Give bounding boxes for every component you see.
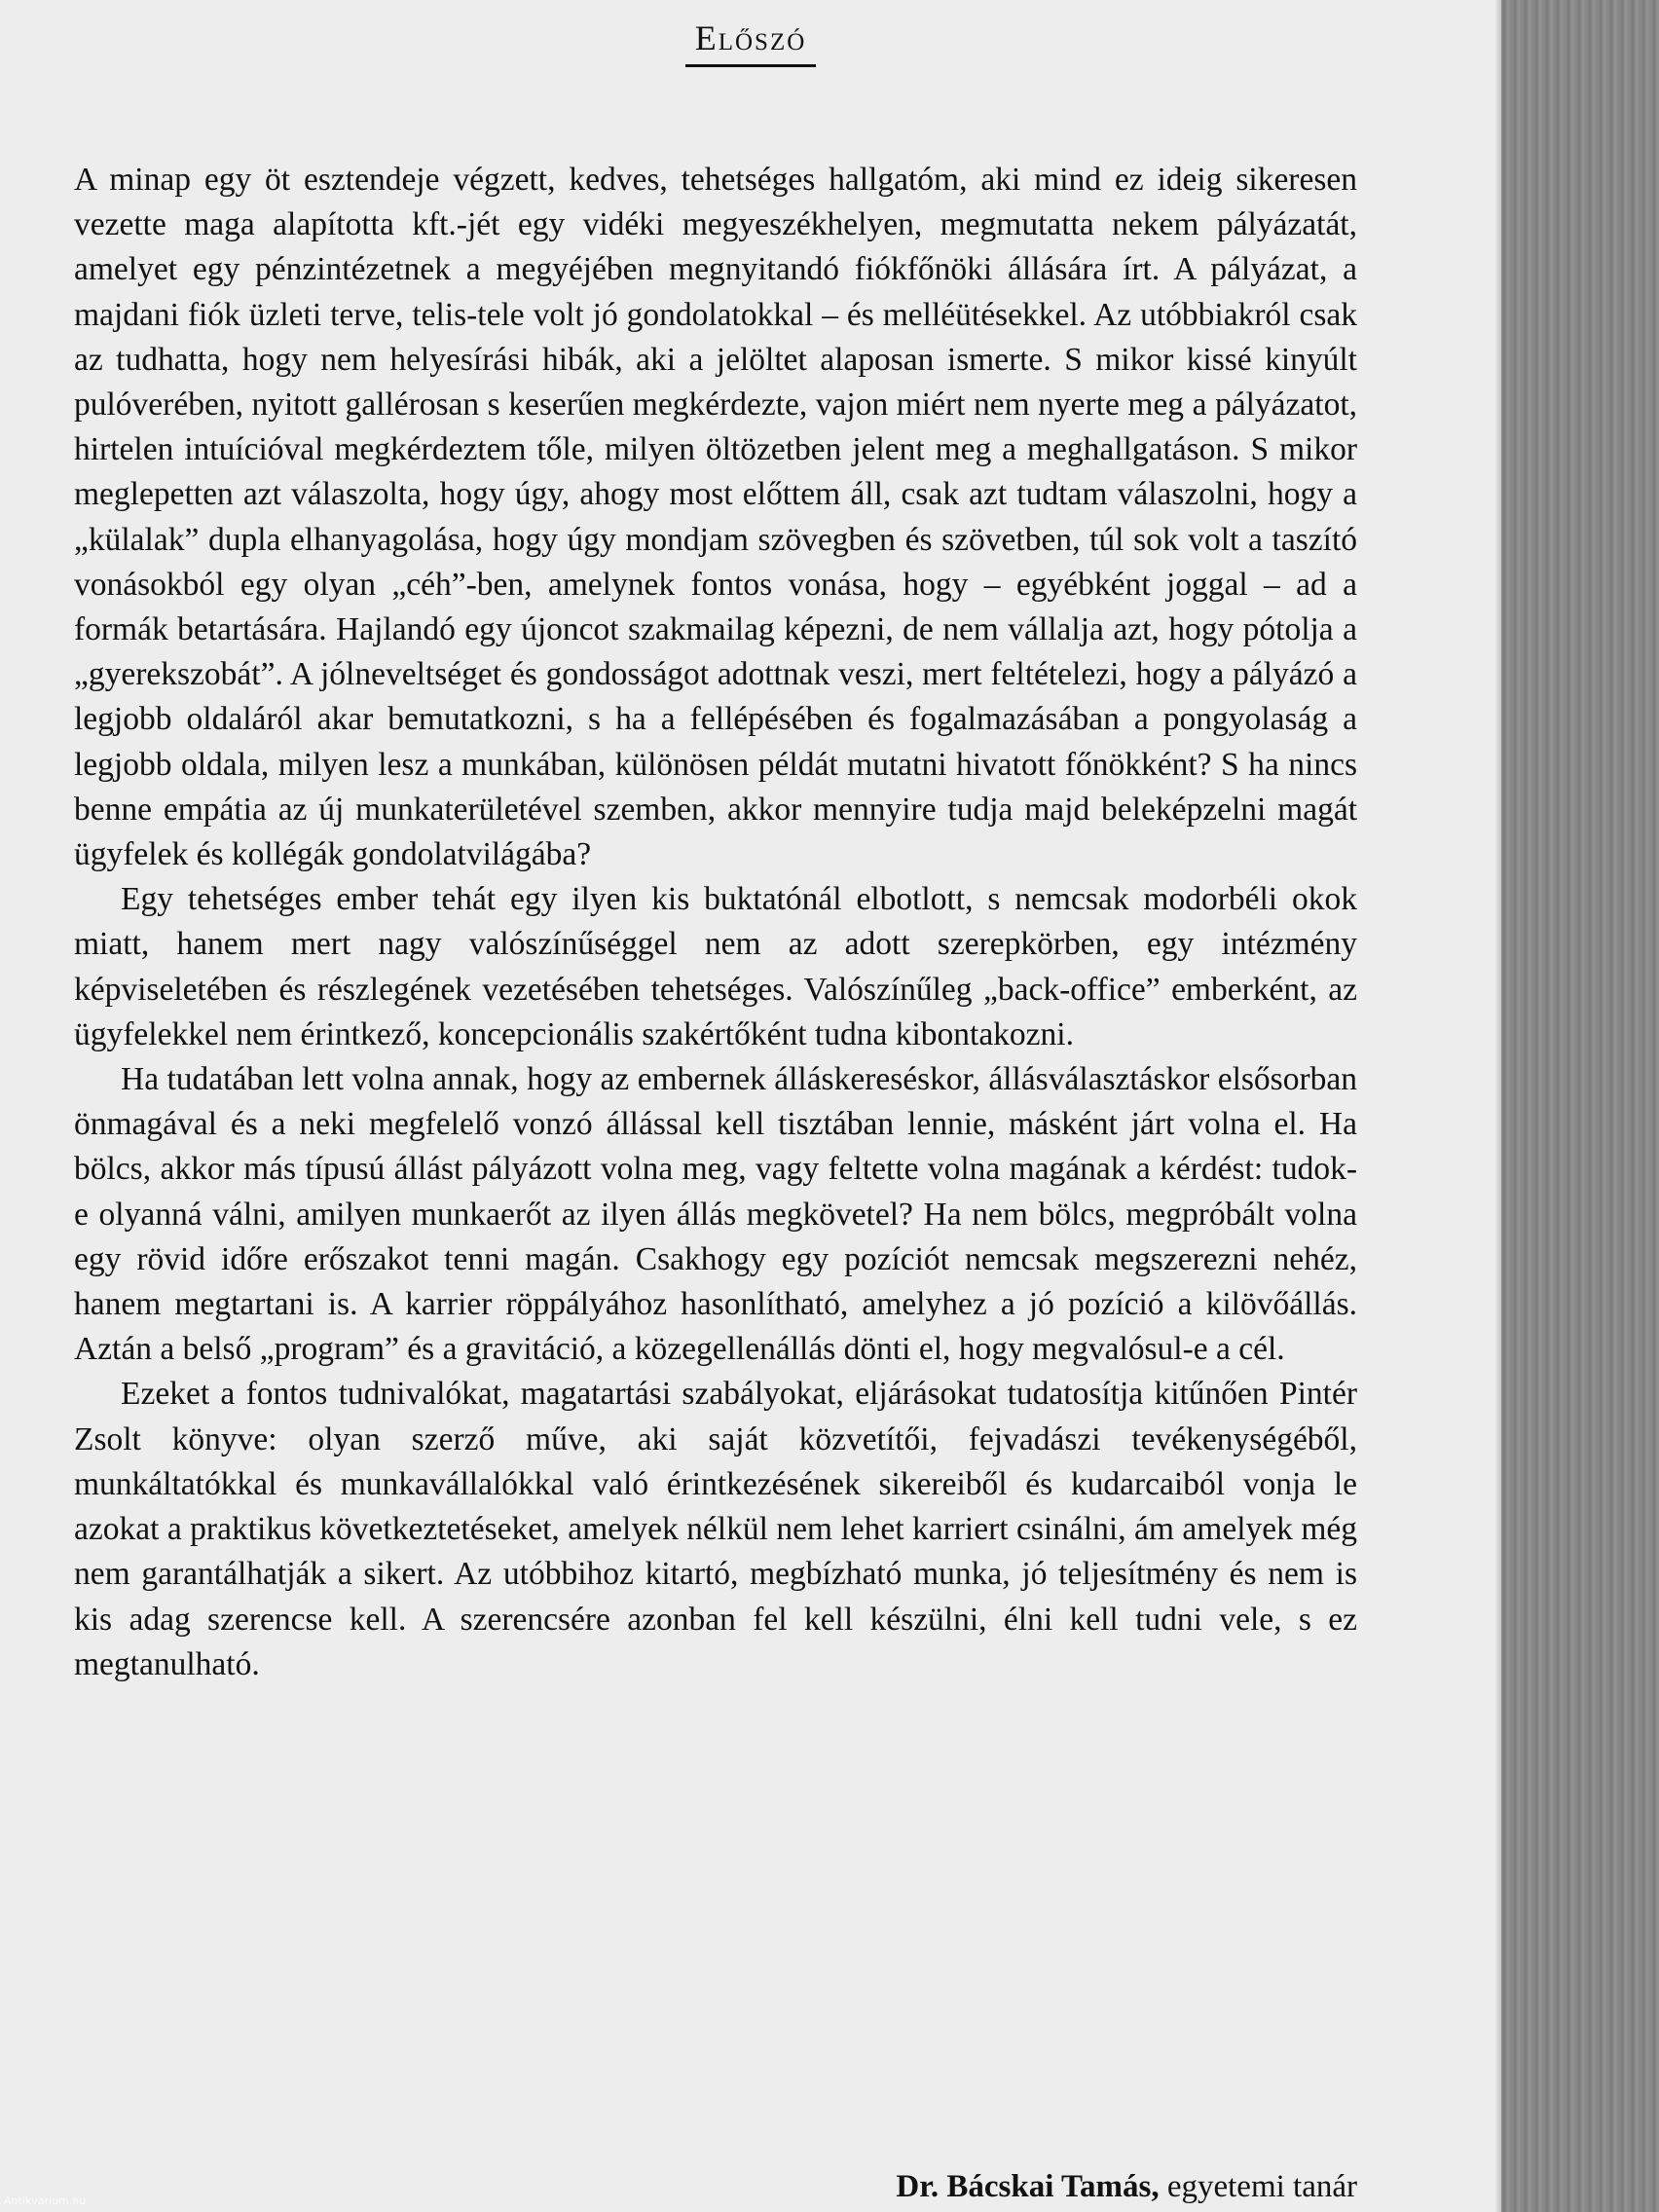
signature (896, 2169, 1357, 2205)
paragraph-4: Ezeket a fontos tudnivalókat, magatartási szabályokat, eljárásokat tudatosítja kitűnően Pintér Zsolt könyve: olyan szerző műve, aki saját közvetítői, fejvadászi tevékenységéből, munkáltatókkal és munkavállalókkal való érintkezésének sikereiből és kudarcaiból vonja le azokat a praktikus következtetéseket, amelyek nélkül nem lehet karriert csinálni, ám amelyek még nem garantálhatják a sikert. Az utóbbihoz kitartó, megbízható munka, jó teljesítmény és nem is kis adag szerencse kell. A szerencsére azonban fel kell készülni, élni kell tudni vele, s ez megtanulható. (74, 1376, 1357, 1682)
title-text: Előszó (685, 18, 817, 67)
author-name: Dr. Bácskai Tamás, (896, 2169, 1160, 2204)
watermark: Antikvarium.hu (4, 2194, 87, 2207)
author-role: egyetemi tanár (1166, 2169, 1357, 2204)
paragraph-3: Ha tudatában lett volna annak, hogy az embernek álláskereséskor, állásválasztáskor elsősorban önmagával és a neki megfelelő vonzó állással kell tisztában lennie, másként járt volna el. Ha bölcs, akkor más típusú állást pályázott volna meg, vagy feltette volna magának a kérdést: tudok-e olyanná válni, amilyen munkaerőt az ilyen állás megkövetel? Ha nem bölcs, megpróbált volna egy rövid időre erőszakot tenni magán. Csakhogy egy pozíciót nemcsak megszerezni nehéz, hanem megtartani is. A karrier röppályához hasonlítható, amelyhez a jó pozíció a kilövőállás. Aztán a belső „program” és a gravitáció, a közegellenállás dönti el, hogy megvalósul-e a cél. (74, 1061, 1357, 1368)
body-text (74, 158, 1357, 1687)
paragraph-2: Egy tehetséges ember tehát egy ilyen kis buktatónál elbotlott, s nemcsak modorbéli okok miatt, hanem mert nagy valószínűséggel nem az adott szerepkörben, egy intézmény képviseletében és részlegének vezetésében tehetséges. Valószínűleg „back-office” emberként, az ügyfelekkel nem érintkező, koncepcionális szakértőként tudna kibontakozni. (74, 881, 1357, 1052)
book-spine (1501, 0, 1659, 2212)
page-title (0, 18, 1501, 67)
paragraph-1: A minap egy öt esztendeje végzett, kedves, tehetséges hallgatóm, aki mind ez ideig sikeresen vezette maga alapította kft.-jét egy vidéki megyeszékhelyen, megmutatta nekem pályázatát, amelyet egy pénzintézetnek a megyéjében megnyitandó fiókfőnöki állására írt. A pályázat, a majdani fiók üzleti terve, telis-tele volt jó gondolatokkal – és melléütésekkel. Az utóbbiakról csak az tudhatta, hogy nem helyesírási hibák, aki a jelöltet alaposan ismerte. S mikor kissé kinyúlt pulóverében, nyitott gallérosan s keserűen megkérdezte, vajon miért nem nyerte meg a pályázatot, hirtelen intuícióval megkérdeztem tőle, milyen öltözetben jelent meg a meghallgatáson. S mikor meglepetten azt válaszolta, hogy úgy, ahogy most előttem áll, csak azt tudtam válaszolni, hogy a „külalak” dupla elhanyagolása, hogy úgy mondjam szövegben és szövetben, túl sok volt a taszító vonásokból egy olyan „céh”-ben, amelynek fontos vonása, hogy – egyébként joggal – ad a formák betartására. Hajlandó egy újoncot szakmailag képezni, de nem vállalja azt, hogy pótolja a „gyerekszobát”. A jólneveltséget és gondosságot adottnak veszi, mert feltételezi, hogy a pályázó a legjobb oldaláról akar bemutatkozni, s ha a fellépésében és fogalmazásában a pongyolaság a legjobb oldala, milyen lesz a munkában, különösen példát mutatni hivatott főnökként? S ha nincs benne empátia az új munkaterületével szemben, akkor mennyire tudja majd beleképzelni magát ügyfelek és kollégák gondolatvilágába? (74, 162, 1357, 873)
